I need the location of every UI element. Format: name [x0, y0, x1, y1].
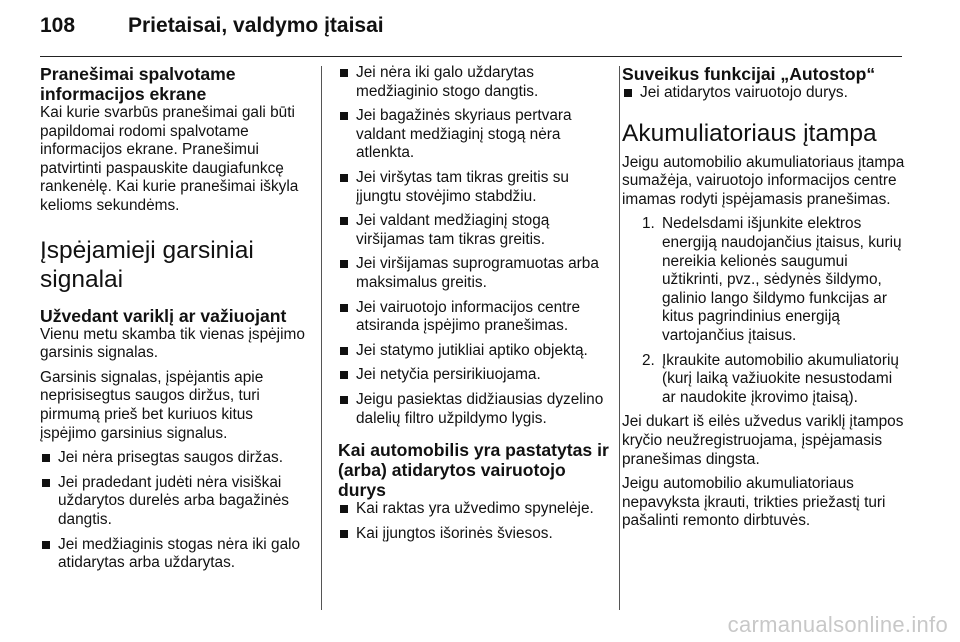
column-1 — [40, 64, 308, 579]
list-item: Jei nėra prisegtas saugos diržas. — [40, 449, 308, 468]
page-title: Prietaisai, valdymo įtaisai — [128, 14, 384, 37]
list-item: Jei statymo jutikliai aptiko objektą. — [338, 342, 610, 361]
list-item: Kai raktas yra užvedimo spynelėje. — [338, 500, 610, 519]
list-item: Jei bagažinės skyriaus pertvara valdant medžiaginį stogą nėra atlenkta. — [338, 107, 610, 163]
paragraph-notices: Kai kurie svarbūs pranešimai gali būti papildomai rodomi spalvotame informacijos ekrane. Pranešimui patvirtinti paspauskite daugiafunkcę rankenėlę. Kai kurie pranešimai iškyla kelioms sekundėms. — [40, 104, 299, 214]
bullet-square-icon — [340, 396, 348, 404]
list-item: Jei medžiaginis stogas nėra iki galo atidarytas arba uždarytas. — [40, 536, 308, 573]
heading-notices: Pranešimai spalvotame informacijos ekrane — [40, 64, 236, 104]
list-item: 1. Nedelsdami išjunkite elektros energiją naudojančius įtaisus, kurių nereikia kelionės saugumui užtikrinti, pvz., sėdynės šildymo, galinio lango šildymo funkcijas ar kitus pagrindinius energiją vartojančius įtaisus. — [642, 215, 902, 344]
bullet-square-icon — [42, 454, 50, 462]
column-3 — [622, 64, 906, 537]
list-item: 2. Įkraukite automobilio akumuliatorių (kurį laiką važiuokite nesustodami ar naudokite įkrovimo įtaisą). — [642, 351, 899, 406]
bullet-square-icon — [624, 89, 632, 97]
column-2 — [338, 64, 610, 549]
watermark: carmanualsonline.info — [727, 612, 948, 637]
paragraph-belts: Garsinis signalas, įspėjantis apie neprisisegtus saugos diržus, turi pirmumą prieš bet kuriuos kitus įspėjimo garsinius signalus. — [40, 368, 264, 442]
paragraph-engine: Vienu metu skamba tik vienas įspėjimo garsinis signalas. — [40, 325, 305, 362]
bullet-square-icon — [340, 69, 348, 77]
bullet-square-icon — [340, 371, 348, 379]
paragraph-fail: Jeigu automobilio akumuliatoriaus nepavyksta įkrauti, trikties priežastį turi pašalinti remonto dirbtuvės. — [622, 475, 886, 530]
heading-autostop: Suveikus funkcijai „Autostop“ — [622, 64, 876, 84]
bullet-square-icon — [340, 530, 348, 538]
bullet-square-icon — [340, 174, 348, 182]
list-item: Jei pradedant judėti nėra visiškai uždarytos durelės arba bagažinės dangtis. — [40, 474, 308, 530]
list-item: Jei atidarytos vairuotojo durys. — [622, 84, 906, 103]
bullet-square-icon — [340, 112, 348, 120]
bullet-square-icon — [340, 217, 348, 225]
bullet-square-icon — [340, 304, 348, 312]
list-item: Jei netyčia persirikiuojama. — [338, 366, 610, 385]
bullet-square-icon — [340, 347, 348, 355]
bullet-square-icon — [340, 260, 348, 268]
heading-engine: Užvedant variklį ar važiuojant — [40, 305, 287, 326]
list-item: Jei viršijamas suprogramuotas arba maksimalus greitis. — [338, 255, 610, 292]
heading-battery-voltage: Akumuliatoriaus įtampa — [622, 119, 877, 147]
paragraph-after: Jei dukart iš eilės užvedus variklį įtampos kryčio neužregistruojama, įspėjamasis pranešimas dingsta. — [622, 413, 904, 468]
header-rule — [40, 56, 902, 57]
heading-warning-chimes: Įspėjamieji garsiniai signalai — [40, 236, 254, 293]
page-number: 108 — [40, 14, 76, 37]
list-item: Jei viršytas tam tikras greitis su įjungtu stovėjimo stabdžiu. — [338, 169, 610, 206]
list-item: Kai įjungtos išorinės šviesos. — [338, 525, 610, 544]
bullet-square-icon — [340, 505, 348, 513]
list-item: Jei vairuotojo informacijos centre atsiranda įspėjimo pranešimas. — [338, 299, 610, 336]
paragraph-battery: Jeigu automobilio akumuliatoriaus įtampa sumažėja, vairuotojo informacijos centre imamas rodyti įspėjamasis pranešimas. — [622, 153, 905, 208]
column-divider-2 — [619, 66, 620, 610]
heading-parked: Kai automobilis yra pastatytas ir (arba) atidarytos vairuotojo durys — [338, 440, 609, 501]
bullet-square-icon — [42, 479, 50, 487]
list-item: Jei nėra iki galo uždarytas medžiaginio stogo dangtis. — [338, 64, 610, 101]
list-item: Jeigu pasiektas didžiausias dyzelino dalelių filtro užpildymo lygis. — [338, 391, 610, 428]
bullet-square-icon — [42, 541, 50, 549]
list-item: Jei valdant medžiaginį stogą viršijamas tam tikras greitis. — [338, 212, 610, 249]
column-divider-1 — [321, 66, 322, 610]
